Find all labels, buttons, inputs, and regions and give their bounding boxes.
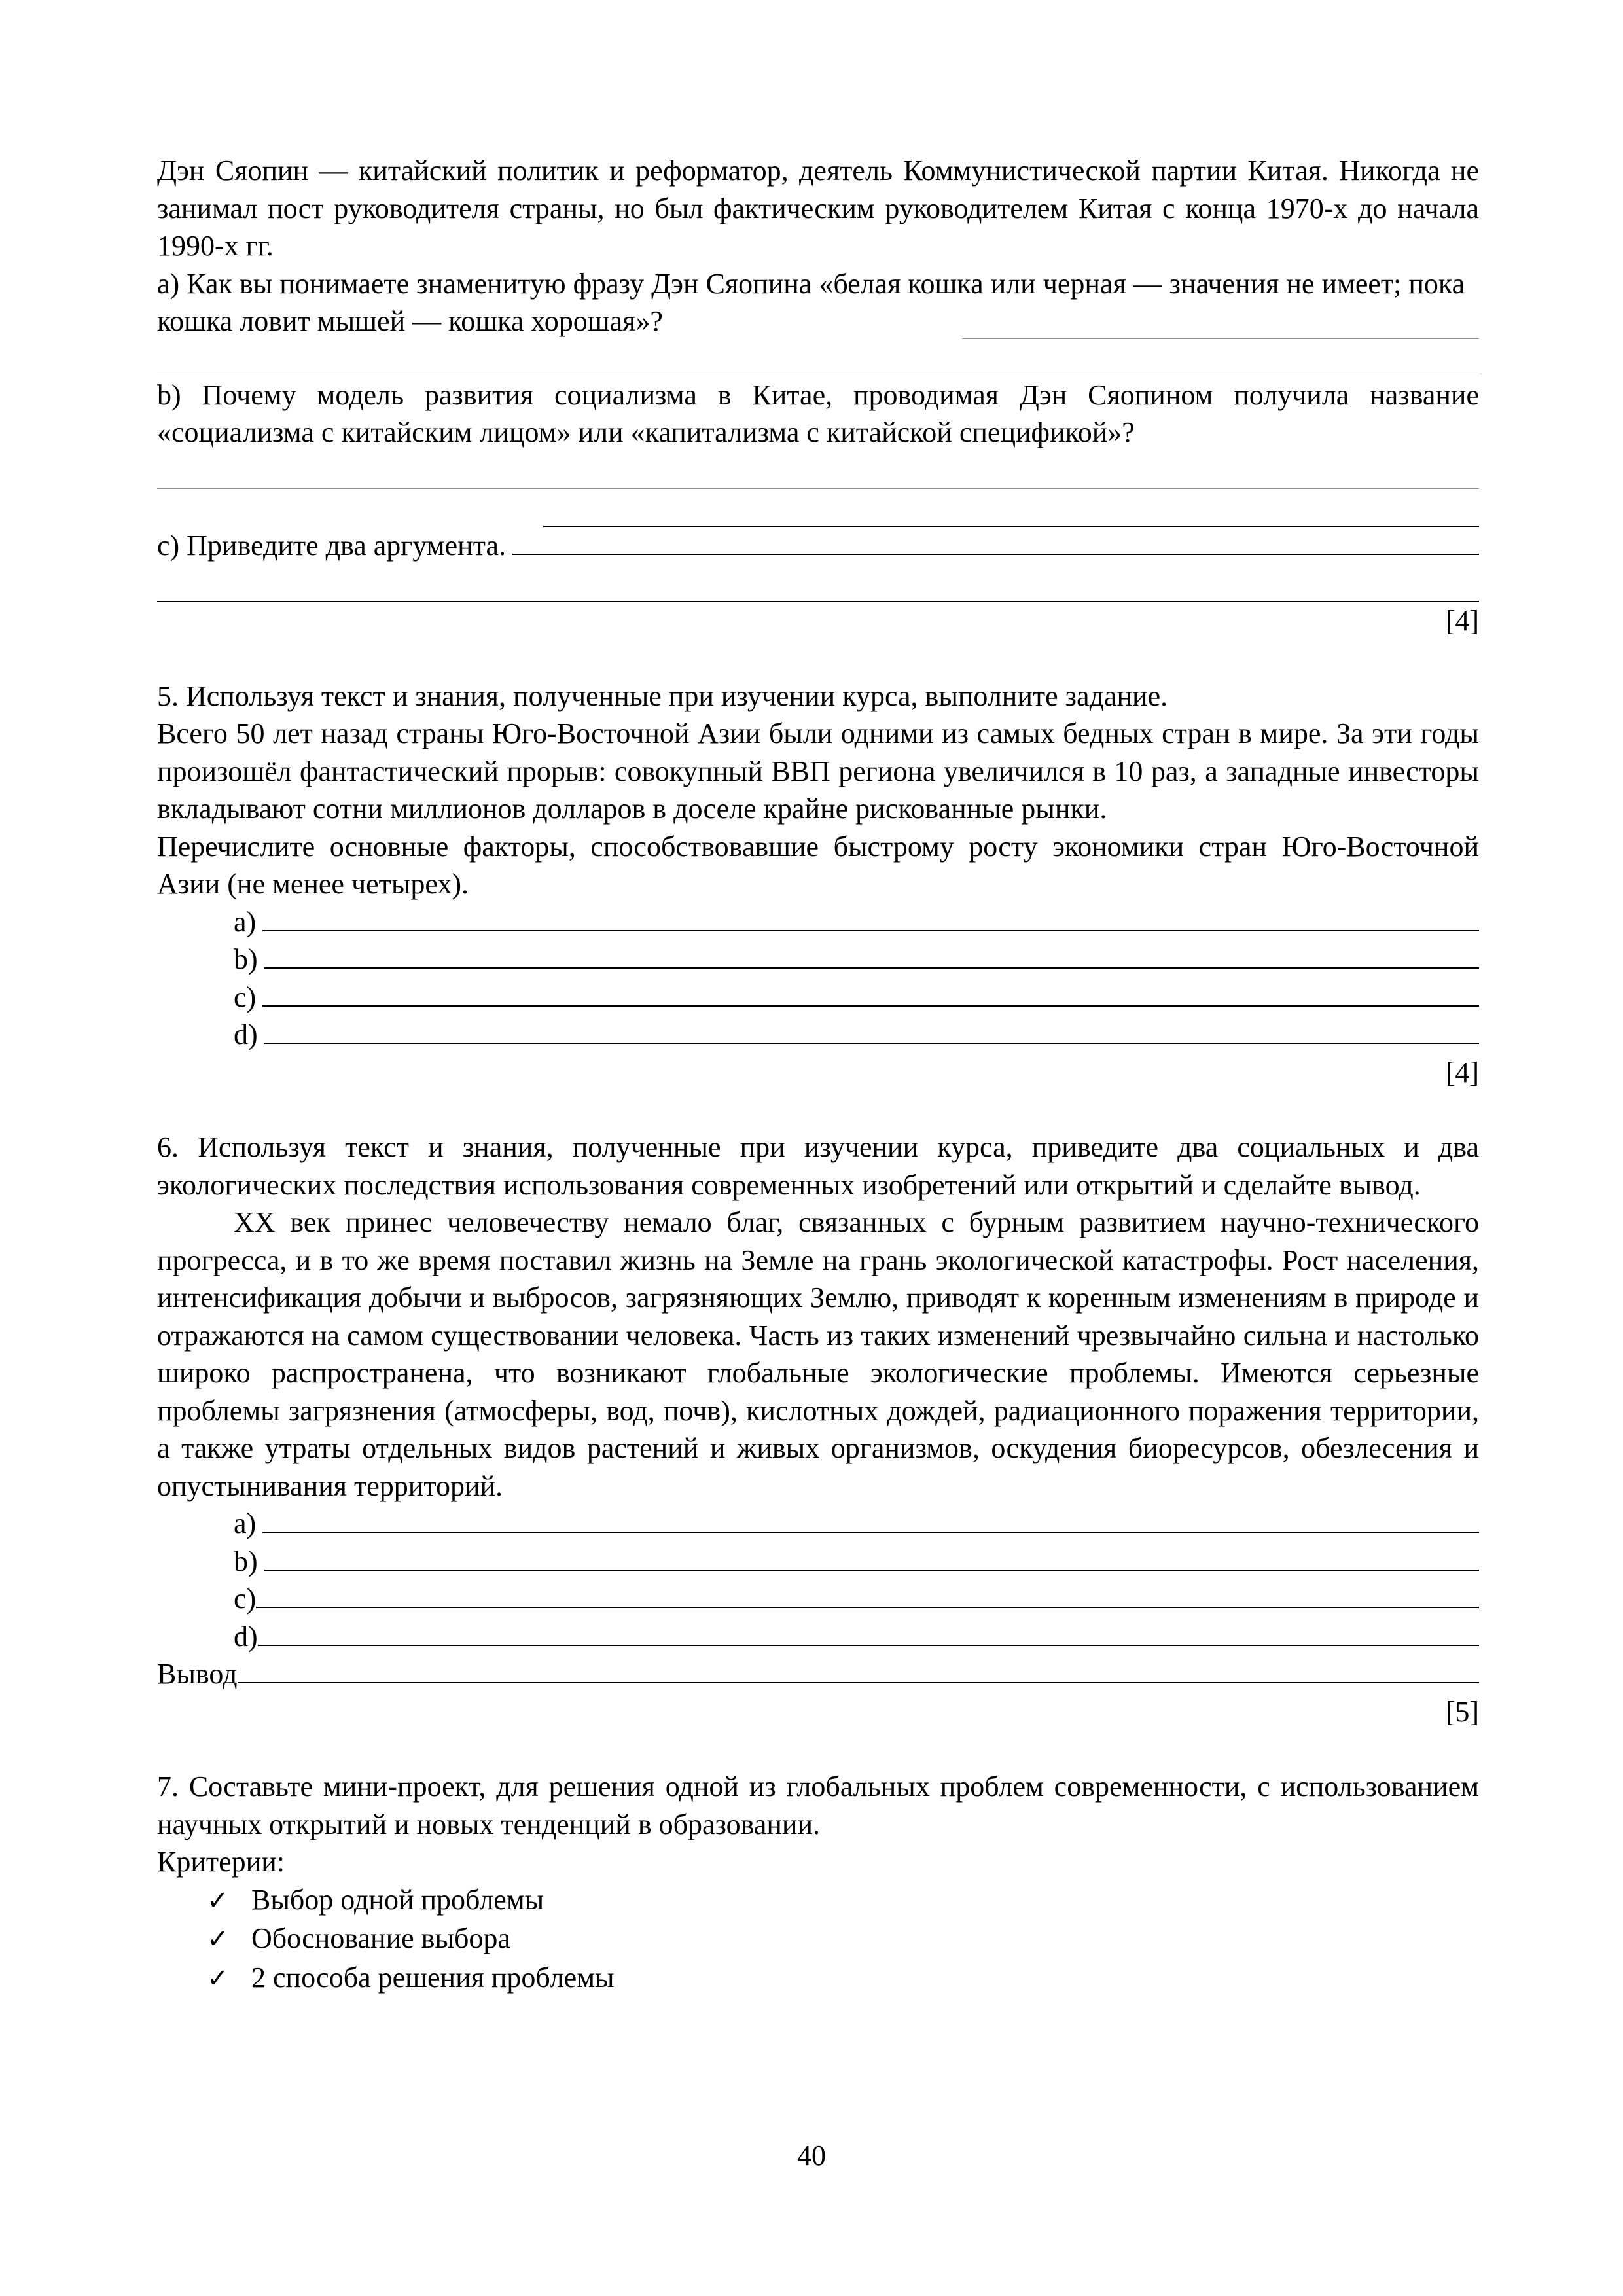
q5-answer-field-c[interactable] [262, 979, 1479, 1007]
q6-item-a [157, 1505, 1479, 1543]
q5-answer-field-d[interactable] [264, 1016, 1479, 1044]
q4-c-text: c) Приведите два аргумента. [157, 529, 506, 562]
q6-item-c [157, 1580, 1479, 1618]
q5-answer-field-b[interactable] [264, 941, 1479, 969]
q7-criterion-2 [157, 1920, 1479, 1959]
q7-criterion-1 [157, 1881, 1479, 1920]
question-5 [157, 677, 1479, 1092]
checkmark-icon: ✓ [207, 1885, 229, 1916]
q7-criterion-3 [157, 1959, 1479, 1998]
q6-conclusion-label: Вывод [157, 1658, 238, 1690]
q7-prompt: 7. Составьте мини-проект, для решения одной из глобальных проблем современности, с использованием научных открытий и новых тенденций в образовании. [157, 1770, 1479, 1840]
q4-c-answer-field[interactable] [512, 528, 1479, 555]
checkmark-icon: ✓ [207, 1963, 229, 1994]
q6-text: XX век принес человечеству немало благ, связанных с бурным развитием научно-технического прогресса, и в то же время поставил жизнь на Земле на грань экологической катастрофы. Рост населения, интенсификация добычи и выбросов, загрязняющих Землю, приводят к коренным изменениям в природе и отражаются на самом существовании человека. Часть из таких изменений чрезвычайно сильна и настолько широко распространена, что возникают глобальные экологические проблемы. Имеются серьезные проблемы загрязнения (атмосферы, вод, почв), кислотных дождей, радиационного поражения территории, а также утраты отдельных видов растений и живых организмов, оскудения биоресурсов, обезлесения и опустынивания территорий. [157, 1206, 1479, 1502]
q4-a-line [157, 265, 1479, 340]
q4-intro: Дэн Сяопин — китайский политик и реформатор, деятель Коммунистической партии Китая. Никогда не занимал пост руководителя страны, но был фактическим руководителем Китая с конца 1970-х до начала 1990-х гг. [157, 154, 1479, 262]
question-6 [157, 1128, 1479, 1731]
q6-prompt: 6. Используя текст и знания, полученные при изучении курса, приведите два социальных и два экологических последствия использования современных изобретений или открытий и сделайте вывод. [157, 1131, 1479, 1201]
q5-item-a [157, 903, 1479, 941]
q5-item-label: a) [234, 905, 257, 938]
q5-prompt: 5. Используя текст и знания, полученные при изучении курса, выполните задание. [157, 679, 1168, 712]
q4-b-answer-line-2[interactable] [543, 489, 1479, 527]
q4-score: [4] [1445, 605, 1479, 637]
q4-a-text: a) Как вы понимаете знаменитую фразу Дэн Сяопина «белая кошка или черная — значения не имеет; пока кошка ловит мышей — кошка хорошая»? [157, 267, 1465, 337]
q5-item-label: c) [234, 980, 257, 1013]
q4-c-answer-line-2[interactable] [157, 564, 1479, 602]
q5-item-d [157, 1016, 1479, 1054]
q5-score: [4] [1445, 1056, 1479, 1088]
q5-item-b [157, 941, 1479, 978]
q6-conclusion-field[interactable] [238, 1656, 1479, 1683]
q7-criterion-text: Обоснование выбора [251, 1922, 510, 1954]
page-number: 40 [797, 2140, 826, 2172]
q5-item-c [157, 978, 1479, 1016]
q6-item-d [157, 1618, 1479, 1656]
q5-item-label: d) [234, 1018, 258, 1050]
q5-answer-field-a[interactable] [262, 904, 1479, 931]
q6-item-label: b) [234, 1545, 258, 1577]
q4-b-answer-line-1[interactable] [157, 452, 1479, 489]
q6-answer-field-a[interactable] [262, 1505, 1479, 1533]
q7-criterion-text: 2 способа решения проблемы [251, 1961, 615, 1994]
q6-item-label: c) [234, 1583, 257, 1615]
question-7 [157, 1768, 1479, 1998]
q6-score: [5] [1445, 1695, 1479, 1728]
q4-b-text: b) Почему модель развития социализма в Китае, проводимая Дэн Сяопином получила название «социализма с китайским лицом» или «капитализма с китайской спецификой»? [157, 378, 1479, 448]
checkmark-icon: ✓ [207, 1924, 229, 1954]
q6-item-label: d) [234, 1620, 258, 1653]
q6-item-label: a) [234, 1507, 257, 1539]
q5-item-label: b) [234, 943, 258, 975]
q6-item-b [157, 1543, 1479, 1581]
q6-answer-field-c[interactable] [256, 1581, 1479, 1608]
q6-answer-field-b[interactable] [264, 1543, 1479, 1571]
q7-criterion-text: Выбор одной проблемы [251, 1883, 544, 1916]
q5-task: Перечислите основные факторы, способствовавшие быстрому росту экономики стран Юго-Восточной Азии (не менее четырех). [157, 830, 1479, 900]
worksheet-page [157, 152, 1479, 1998]
q4-c-line [157, 527, 1479, 565]
q4-a-answer-line-2[interactable] [157, 339, 1479, 376]
question-4 [157, 152, 1479, 640]
q7-criteria-label: Критерии: [157, 1846, 285, 1878]
q6-answer-field-d[interactable] [258, 1619, 1479, 1646]
q5-text: Всего 50 лет назад страны Юго-Восточной Азии были одними из самых бедных стран в мире. За эти годы произошёл фантастический прорыв: совокупный ВВП региона увеличился в 10 раз, а западные инвесторы вкладывают сотни миллионов долларов в доселе крайне рискованные рынки. [157, 717, 1479, 825]
q6-conclusion-line [157, 1655, 1479, 1693]
